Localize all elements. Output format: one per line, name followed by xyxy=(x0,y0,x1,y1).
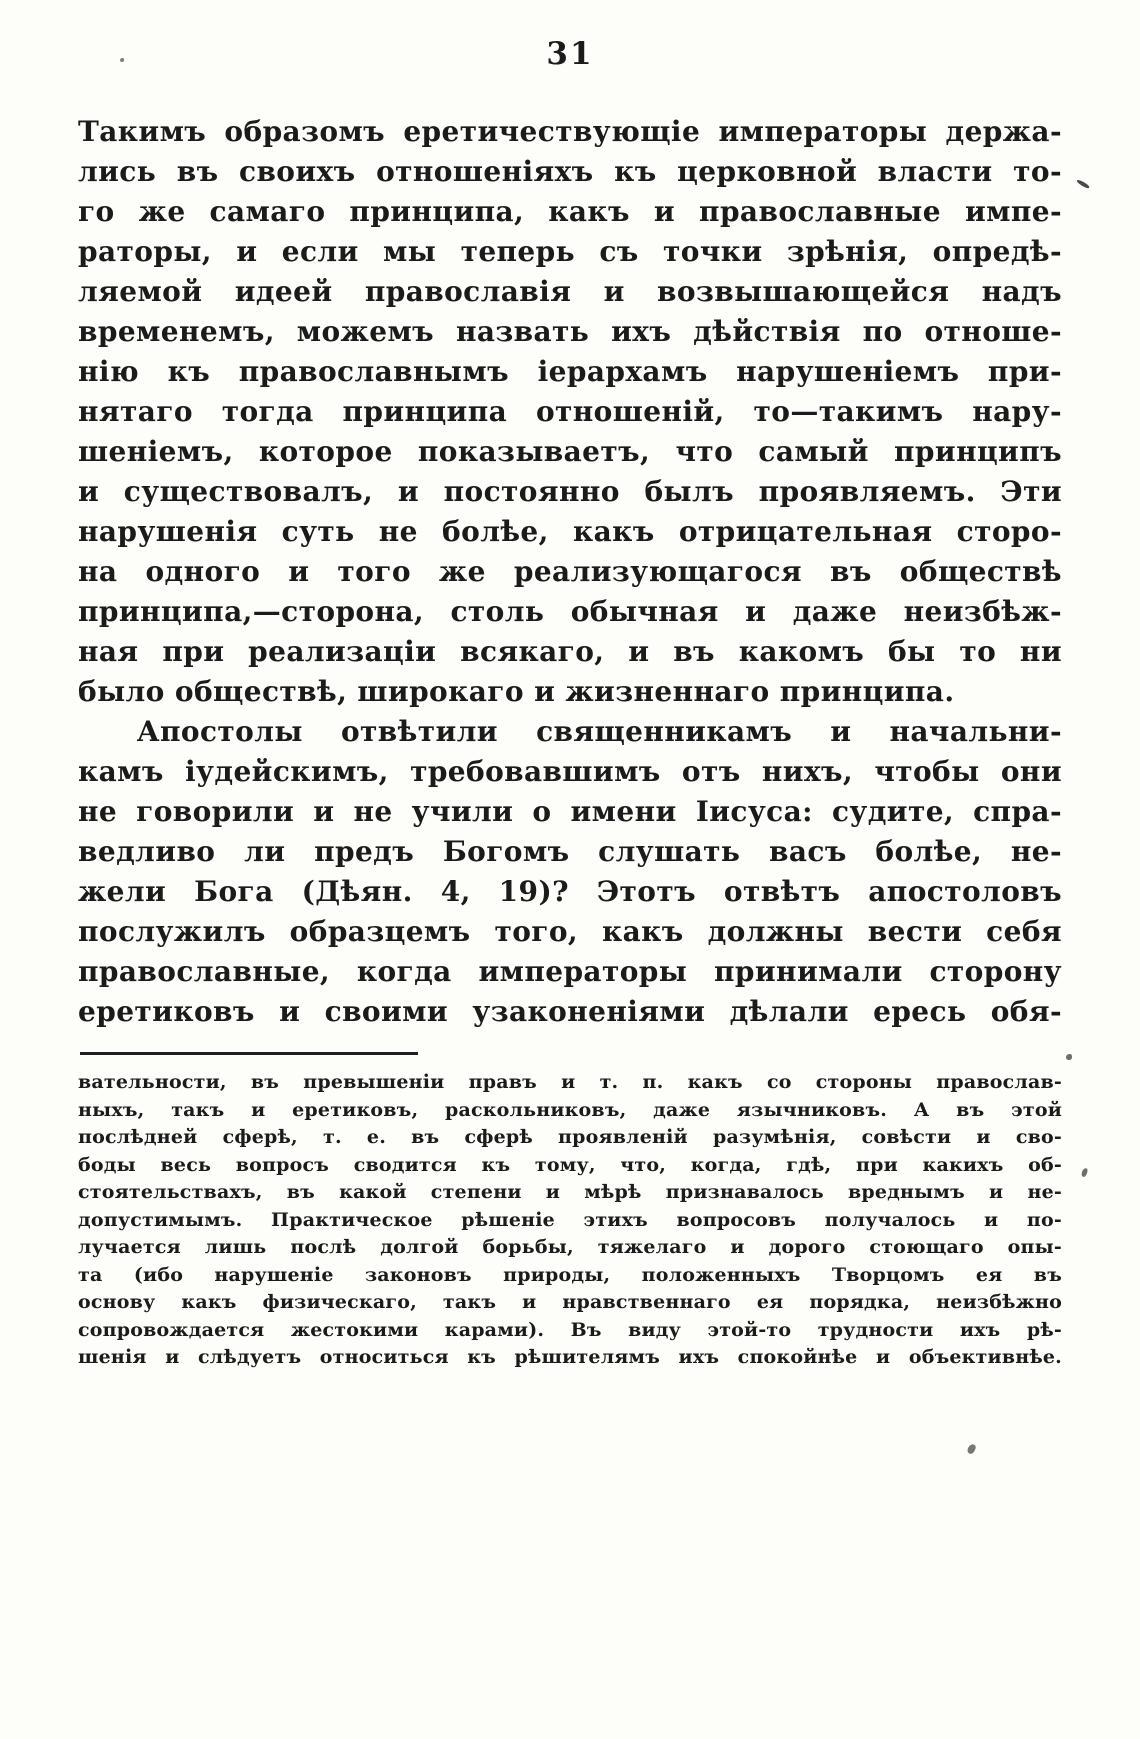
text-line: еретиковъ и своими узаконеніями дѣлали ересь обя- xyxy=(78,995,1062,1028)
text-line: нію къ православнымъ іерархамъ нарушеніемъ при- xyxy=(78,355,1062,388)
text-line: нарушенія суть не болѣе, какъ отрицательная сторо- xyxy=(78,515,1062,548)
text-line: Такимъ образомъ еретичествующіе императоры держа- xyxy=(78,115,1062,148)
text-line: ляемой идеей православія и возвышающейся надъ xyxy=(78,275,1062,308)
text-line: раторы, и если мы теперь съ точки зрѣнія, опредѣ- xyxy=(78,235,1062,268)
text-line: было обществѣ, широкаго и жизненнаго принципа. xyxy=(78,675,955,708)
text-line: на одного и того же реализующагося въ обществѣ xyxy=(78,555,1062,588)
footnote-block xyxy=(78,1069,1062,1372)
main-text-block xyxy=(78,112,1062,1032)
text-line: православные, когда императоры принимали сторону xyxy=(78,955,1062,988)
footnote-separator-rule xyxy=(80,1052,418,1055)
text-line: лись въ своихъ отношеніяхъ къ церковной власти то- xyxy=(78,155,1062,188)
text-line: камъ іудейскимъ, требовавшимъ отъ нихъ, чтобы они xyxy=(78,755,1062,788)
footnote-line: основу какъ физическаго, такъ и нравственнаго ея порядка, неизбѣжно xyxy=(78,1291,1062,1313)
text-line: временемъ, можемъ назвать ихъ дѣйствія по отноше- xyxy=(78,315,1062,348)
text-line: не говорили и не учили о имени Іисуса: судите, спра- xyxy=(78,795,1062,828)
text-line: и существовалъ, и постоянно былъ проявляемъ. Эти xyxy=(78,475,1062,508)
footnote-line: послѣдней сферѣ, т. е. въ сферѣ проявленій разумѣнія, совѣсти и сво- xyxy=(78,1126,1062,1148)
scan-noise-mark xyxy=(1081,1167,1089,1177)
footnote-line: сопровождается жестокими карами). Въ виду этой-то трудности ихъ рѣ- xyxy=(78,1318,1062,1341)
text-line: нятаго тогда принципа отношеній, то—такимъ нару- xyxy=(78,395,1062,428)
footnote-line: вательности, въ превышеніи правъ и т. п. какъ со стороны православ- xyxy=(78,1071,1062,1093)
footnote-line: та (ибо нарушеніе законовъ природы, положенныхъ Творцомъ ея въ xyxy=(78,1263,1062,1286)
scan-noise-mark xyxy=(1066,1054,1072,1060)
text-line: принципа,—сторона, столь обычная и даже неизбѣж- xyxy=(78,595,1062,628)
footnote-line: ныхъ, такъ и еретиковъ, раскольниковъ, даже язычниковъ. А въ этой xyxy=(78,1098,1062,1121)
scan-noise-mark xyxy=(120,58,124,62)
page-number: 31 xyxy=(546,36,594,72)
text-line: послужилъ образцемъ того, какъ должны вести себя xyxy=(78,915,1062,948)
text-line-paragraph-start: Апостолы отвѣтили священникамъ и начальни- xyxy=(136,715,1062,748)
text-line: го же самаго принципа, какъ и православные импе- xyxy=(78,195,1062,228)
footnote-line: допустимымъ. Практическое рѣшеніе этихъ вопросовъ получалось и по- xyxy=(78,1208,1062,1231)
text-line: ведливо ли предъ Богомъ слушать васъ болѣе, не- xyxy=(78,835,1062,868)
text-line: шеніемъ, которое показываетъ, что самый принципъ xyxy=(78,435,1062,468)
footnote-line: лучается лишь послѣ долгой борьбы, тяжелаго и дорого стоющаго опы- xyxy=(78,1236,1062,1258)
text-line: жели Бога (Дѣян. 4, 19)? Этотъ отвѣтъ апостоловъ xyxy=(78,875,1062,908)
scan-noise-mark xyxy=(966,1443,977,1455)
scan-noise-mark xyxy=(1076,179,1090,190)
footnote-line: шенія и слѣдуетъ относиться къ рѣшителямъ ихъ спокойнѣе и объективнѣе. xyxy=(78,1346,1062,1368)
footnote-line: стоятельствахъ, въ какой степени и мѣрѣ признавалось вреднымъ и не- xyxy=(78,1181,1062,1203)
text-line: ная при реализаціи всякаго, и въ какомъ бы то ни xyxy=(78,635,1062,668)
footnote-line: боды весь вопросъ сводится къ тому, что, когда, гдѣ, при какихъ об- xyxy=(78,1153,1062,1176)
